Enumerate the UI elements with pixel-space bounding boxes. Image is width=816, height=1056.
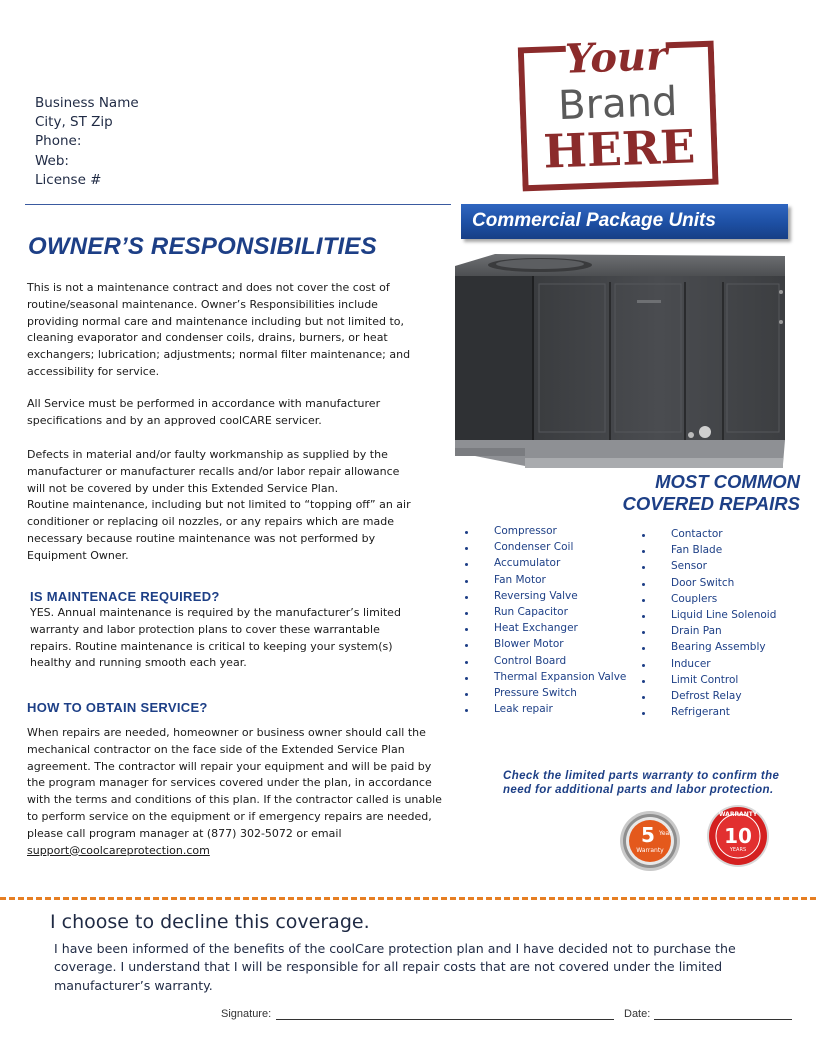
bullet-icon bbox=[465, 580, 468, 583]
bullet-icon bbox=[465, 661, 468, 664]
product-banner bbox=[461, 204, 788, 239]
svg-text:5: 5 bbox=[641, 823, 655, 847]
repair-item: Leak repair bbox=[494, 703, 553, 716]
bullet-icon bbox=[465, 596, 468, 599]
signature-line[interactable] bbox=[276, 1019, 614, 1020]
repair-item: Heat Exchanger bbox=[494, 622, 578, 635]
bullet-icon bbox=[642, 583, 645, 586]
bullet-icon bbox=[465, 644, 468, 647]
bullet-icon bbox=[642, 534, 645, 537]
bullet-icon bbox=[642, 664, 645, 667]
bullet-icon bbox=[642, 599, 645, 602]
svg-text:YEARS: YEARS bbox=[729, 847, 747, 853]
bullet-icon bbox=[642, 631, 645, 634]
repair-item: Limit Control bbox=[671, 673, 739, 686]
logo-your: Your bbox=[564, 32, 668, 83]
intro-paragraph-1: This is not a maintenance contract and does not cover the cost of routine/seasonal maintenance. Owner’s Responsibilities include providing normal care and maintenance including but not limited to, cleaning evaporator and condenser coils, drains, burners, or heat exchangers; lubrication; adjustments; normal filter maintenance; and accessibility for service. bbox=[27, 281, 411, 378]
bullet-icon bbox=[642, 615, 645, 618]
intro-paragraph-2: All Service must be performed in accordance with manufacturer specifications and by an approved coolCARE servicer. bbox=[27, 397, 381, 427]
banner-title: Commercial Package Units bbox=[472, 210, 716, 231]
business-city: City, ST Zip bbox=[35, 114, 113, 131]
business-web: Web: bbox=[35, 152, 69, 169]
decline-heading: I choose to decline this coverage. bbox=[50, 911, 370, 933]
service-body: When repairs are needed, homeowner or business owner should call the mechanical contractor on the face side of the Extended Service Plan agreement. The contractor will repair your equipment and will be paid by the program manager for services covered under the plan, in accordance with the terms and conditions of this plan. If the contractor called is unable to perform service on the equipment or if emergency repairs are needed, please call program manager at (877) 302-5072 or email support@coolcareprotection.com bbox=[27, 726, 442, 857]
service-heading: HOW TO OBTAIN SERVICE? bbox=[27, 700, 208, 715]
bullet-icon bbox=[642, 696, 645, 699]
repair-item: Contactor bbox=[671, 528, 723, 540]
header-divider bbox=[25, 204, 451, 205]
repair-item: Control Board bbox=[494, 654, 567, 667]
svg-text:10: 10 bbox=[724, 824, 752, 848]
repair-item: Run Capacitor bbox=[494, 606, 568, 618]
bullet-icon bbox=[642, 566, 645, 569]
warranty-note: Check the limited parts warranty to confirm the need for additional parts and labor protection. bbox=[503, 770, 780, 796]
decline-body: I have been informed of the benefits of the coolCare protection plan and I have decided not to purchase the coverage. I understand that I will be responsible for all repair costs that are not covered under the limited manufacturer’s warranty. bbox=[54, 941, 736, 993]
business-info bbox=[35, 94, 139, 190]
repair-item: Bearing Assembly bbox=[671, 641, 766, 654]
package-unit-image bbox=[455, 252, 795, 480]
repair-item: Accumulator bbox=[494, 557, 561, 570]
signature-label: Signature: bbox=[221, 1008, 272, 1020]
svg-text:Warranty: Warranty bbox=[636, 847, 664, 854]
business-license: License # bbox=[35, 171, 102, 188]
ten-year-warranty-badge bbox=[706, 804, 770, 868]
page-title: OWNER’S RESPONSIBILITIES bbox=[28, 233, 377, 260]
brand-logo bbox=[517, 30, 718, 194]
date-label: Date: bbox=[624, 1008, 651, 1020]
maintenance-heading: IS MAINTENACE REQUIRED? bbox=[30, 589, 220, 604]
repair-item: Liquid Line Solenoid bbox=[671, 609, 777, 621]
repair-item: Refrigerant bbox=[671, 706, 730, 719]
logo-brand: Brand bbox=[557, 78, 679, 130]
intro-paragraph-3: Defects in material and/or faulty workmanship as supplied by the manufacturer or manufacturer recalls and/or labor repair allowance will not be covered by under this Extended Service Plan. Routine maintenance, including but not limited to “topping off” an air conditioner or replacing oil nozzles, or any repairs which are made necessary because routine maintenance was not performed by Equipment Owner. bbox=[27, 448, 411, 562]
repair-item: Blower Motor bbox=[494, 638, 564, 651]
bullet-icon bbox=[642, 647, 645, 650]
repair-item: Defrost Relay bbox=[671, 690, 742, 702]
bullet-icon bbox=[642, 550, 645, 553]
five-year-warranty-badge bbox=[619, 810, 681, 872]
bullet-icon bbox=[642, 680, 645, 683]
bullet-icon bbox=[465, 563, 468, 566]
repair-item: Fan Blade bbox=[671, 544, 723, 557]
bullet-icon bbox=[465, 628, 468, 631]
repair-item: Drain Pan bbox=[671, 625, 722, 638]
repair-item: Fan Motor bbox=[494, 573, 546, 586]
maintenance-body: YES. Annual maintenance is required by the manufacturer’s limited warranty and labor protection plans to cover these warrantable repairs. Routine maintenance is critical to keeping your system(s) healthy and running smooth each year. bbox=[30, 606, 401, 670]
svg-text:WARRANTY: WARRANTY bbox=[718, 811, 758, 818]
repair-item: Sensor bbox=[671, 560, 707, 573]
bullet-icon bbox=[465, 693, 468, 696]
svg-text:Year: Year bbox=[659, 830, 672, 837]
repair-item: Couplers bbox=[671, 592, 718, 605]
repairs-heading: MOST COMMON COVERED REPAIRS bbox=[622, 471, 800, 514]
bullet-icon bbox=[465, 709, 468, 712]
repair-item: Compressor bbox=[494, 525, 557, 537]
business-phone: Phone: bbox=[35, 133, 82, 150]
bullet-icon bbox=[465, 531, 468, 534]
support-email-link[interactable]: support@coolcareprotection.com bbox=[27, 843, 210, 857]
repair-item: Pressure Switch bbox=[494, 687, 577, 699]
logo-here: HERE bbox=[542, 119, 697, 179]
bullet-icon bbox=[465, 677, 468, 680]
dashed-divider bbox=[0, 897, 816, 900]
repair-item: Thermal Expansion Valve bbox=[494, 670, 627, 683]
bullet-icon bbox=[465, 547, 468, 550]
repair-item: Reversing Valve bbox=[494, 589, 578, 602]
repair-item: Condenser Coil bbox=[494, 541, 574, 554]
bullet-icon bbox=[642, 712, 645, 715]
bullet-icon bbox=[465, 612, 468, 615]
date-line[interactable] bbox=[654, 1019, 792, 1020]
repair-item: Door Switch bbox=[671, 576, 735, 589]
business-name: Business Name bbox=[35, 95, 139, 111]
repair-item: Inducer bbox=[671, 657, 711, 670]
